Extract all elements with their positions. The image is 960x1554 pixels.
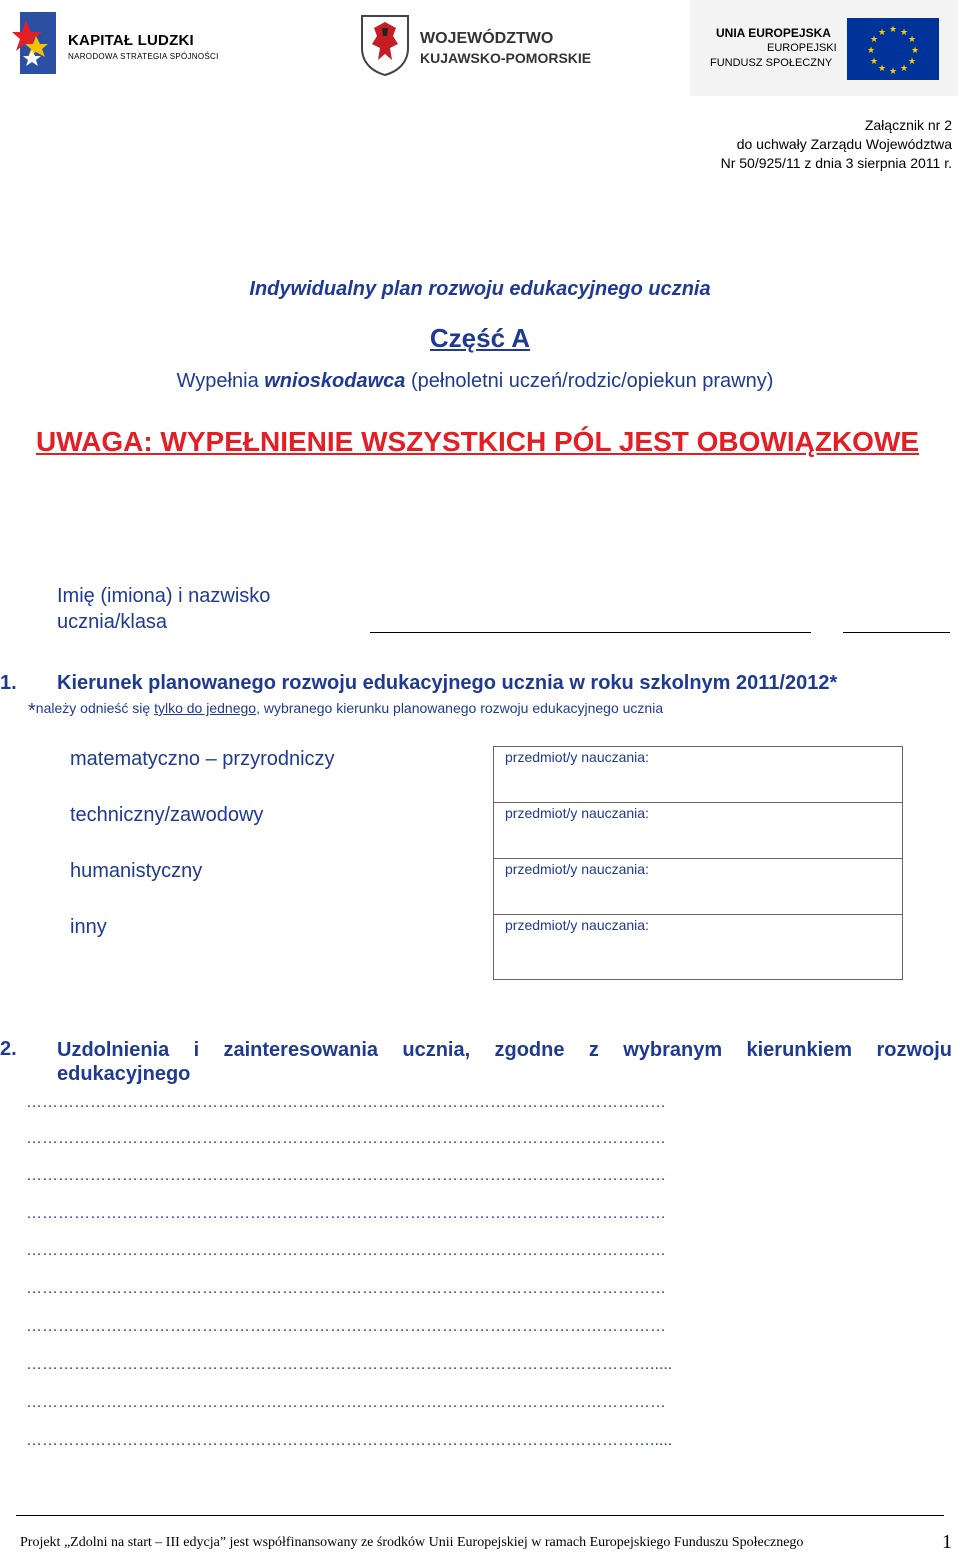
annex-reference [721,116,952,173]
subject-label: przedmiot/y nauczania: [505,917,649,933]
section1-note [28,700,663,723]
answer-line[interactable]: ………………………………………………………………………………………………………… [26,1280,666,1297]
section2-number: 2. [0,1038,17,1060]
note-prefix: należy odnieść się [35,700,155,716]
subject-label: przedmiot/y nauczania: [505,749,649,765]
wojewodztwo-logo [360,14,600,80]
svg-text:★: ★ [910,46,920,56]
answer-line[interactable]: ………………………………………………………………………………………………………..... [26,1356,673,1373]
subject-field-humanities[interactable] [493,858,903,914]
mandatory-warning: UWAGA: WYPEŁNIENIE WSZYSTKICH PÓL JEST OBOWIĄZKOWE [36,426,920,457]
svg-text:★: ★ [877,64,887,74]
student-name-label-line1: Imię (imiona) i nazwisko [57,585,271,607]
subject-field-other[interactable] [493,914,903,980]
answer-line[interactable]: ………………………………………………………………………………………………………..... [26,1432,673,1449]
document-title: Indywidualny plan rozwoju edukacyjnego ucznia [249,278,711,300]
section1-title: Kierunek planowanego rozwoju edukacyjnego ucznia w roku szkolnym 2011/2012* [57,672,838,694]
annex-line1: Załącznik nr 2 [864,117,952,133]
option-humanities[interactable]: humanistyczny [70,860,203,882]
answer-line[interactable]: ………………………………………………………………………………………………………… [26,1094,666,1111]
unia-line1: UNIA EUROPEJSKA [716,26,831,40]
filler-instruction [0,370,950,393]
wojewodztwo-line2: KUJAWSKO-POMORSKIE [420,50,592,66]
section1-number: 1. [0,672,17,694]
answer-line[interactable]: ………………………………………………………………………………………………………… [26,1167,666,1184]
answer-line[interactable]: ………………………………………………………………………………………………………… [26,1205,666,1222]
note-suffix: , wybranego kierunku planowanego rozwoju edukacyjnego ucznia [256,700,664,716]
option-technical[interactable]: techniczny/zawodowy [70,804,264,826]
kapital-ludzki-subtitle: NARODOWA STRATEGIA SPÓJNOŚCI [68,52,219,61]
wojewodztwo-line1: WOJEWÓDZTWO [420,30,554,47]
student-name-label [57,583,270,635]
note-underlined: tylko do jednego [154,700,257,716]
unia-europejska-logo [690,0,958,96]
page-number: 1 [942,1531,952,1553]
section2-title-line2: edukacyjnego [57,1063,191,1085]
student-name-input-line[interactable] [370,632,811,633]
subject-label: przedmiot/y nauczania: [505,805,649,821]
eu-flag-icon [847,18,939,80]
student-class-input-line[interactable] [843,632,950,633]
unia-line3: FUNDUSZ SPOŁECZNY [710,57,833,69]
svg-text:★: ★ [907,35,917,45]
footer-divider [16,1515,944,1516]
answer-line[interactable]: ………………………………………………………………………………………………………… [26,1318,666,1335]
answer-line[interactable]: ………………………………………………………………………………………………………… [26,1242,666,1259]
coat-of-arms-icon [360,14,410,76]
annex-line2: do uchwały Zarządu Województwa [736,136,952,152]
svg-text:★: ★ [907,57,917,67]
filler-prefix: Wypełnia [176,370,265,392]
answer-line[interactable]: ………………………………………………………………………………………………………… [26,1394,666,1411]
svg-text:★: ★ [888,25,898,35]
svg-text:★: ★ [888,67,898,77]
option-other[interactable]: inny [70,916,107,938]
unia-line2: EUROPEJSKI [767,42,837,54]
svg-text:★: ★ [877,28,887,38]
subject-field-technical[interactable] [493,802,903,858]
filler-bold: wnioskodawca [264,370,406,392]
subject-field-math-science[interactable] [493,746,903,802]
kapital-ludzki-logo [12,8,219,78]
footer-text: Projekt „Zdolni na start – III edycja” jest współfinansowany ze środków Unii Europejskiej w ramach Europejskiego Funduszu Społecznego [20,1535,804,1550]
svg-text:★: ★ [869,35,879,45]
annex-line3: Nr 50/925/11 z dnia 3 sierpnia 2011 r. [720,155,952,171]
svg-text:★: ★ [899,64,909,74]
note-asterisk: * [28,700,36,722]
svg-text:★: ★ [866,46,876,56]
option-math-science[interactable]: matematyczno – przyrodniczy [70,748,335,770]
answer-line[interactable]: ………………………………………………………………………………………………………… [26,1130,666,1147]
part-heading: Część A [429,323,531,353]
kapital-ludzki-emblem-icon [12,10,58,76]
svg-text:★: ★ [869,57,879,67]
svg-text:★: ★ [899,28,909,38]
kapital-ludzki-title: KAPITAŁ LUDZKI [68,32,194,49]
student-name-label-line2: ucznia/klasa [57,611,168,633]
section2-title-line1: Uzdolnienia i zainteresowania ucznia, zgodne z wybranym kierunkiem rozwoju [57,1039,952,1061]
subject-label: przedmiot/y nauczania: [505,861,649,877]
filler-suffix: (pełnoletni uczeń/rodzic/opiekun prawny) [405,370,774,392]
